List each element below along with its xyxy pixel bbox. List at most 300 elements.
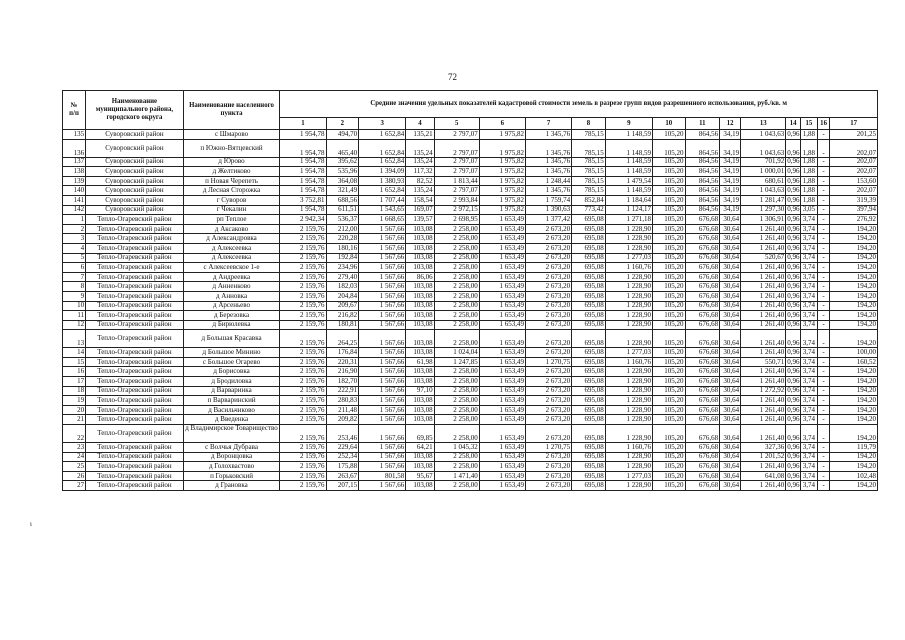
value-cell-group-9: 1 228,90 (605, 272, 652, 282)
row-number-cell: 11 (63, 311, 86, 321)
value-cell-group-6: 1 653,49 (479, 481, 525, 491)
table-row (63, 291, 878, 301)
value-cell-group-17: 194,20 (830, 386, 878, 396)
settlement-cell: д Введенка (183, 415, 280, 425)
row-number-cell: 142 (63, 205, 86, 215)
value-cell-group-17: 194,20 (830, 291, 878, 301)
value-cell-group-4: 103,08 (406, 481, 434, 491)
header-group-6: 6 (479, 118, 525, 130)
value-cell-group-2: 204,84 (326, 291, 359, 301)
value-cell-group-11: 676,68 (685, 234, 720, 244)
value-cell-group-4: 169,07 (406, 205, 434, 215)
value-cell-group-10: 105,20 (652, 443, 685, 453)
value-cell-group-7: 2 673,20 (525, 452, 571, 462)
value-cell-group-2: 364,08 (326, 176, 359, 186)
value-cell-group-3: 1 567,66 (359, 386, 406, 396)
row-number-cell: 9 (63, 291, 86, 301)
value-cell-group-6: 1 653,49 (479, 311, 525, 321)
value-cell-group-7: 2 673,20 (525, 282, 571, 292)
value-cell-group-12: 30,64 (720, 471, 741, 481)
row-number-cell: 136 (63, 139, 86, 157)
header-group-2: 2 (326, 118, 359, 130)
settlement-cell: д Александровка (183, 234, 280, 244)
value-cell-group-7: 2 673,20 (525, 243, 571, 253)
value-cell-group-13: 1 261,40 (741, 311, 786, 321)
municipality-cell: Суворовский район (86, 205, 184, 215)
row-number-cell: 8 (63, 282, 86, 292)
value-cell-group-13: 1 261,40 (741, 291, 786, 301)
value-cell-group-16: - (817, 377, 830, 387)
value-cell-group-11: 676,68 (685, 272, 720, 282)
municipality-cell: Тепло-Огаревский район (86, 291, 184, 301)
value-cell-group-2: 211,48 (326, 405, 359, 415)
value-cell-group-6: 1 653,49 (479, 443, 525, 453)
value-cell-group-2: 229,64 (326, 443, 359, 453)
value-cell-group-6: 1 653,49 (479, 425, 525, 443)
settlement-cell: д Борисовка (183, 367, 280, 377)
row-number-cell: 2 (63, 224, 86, 234)
settlement-cell: д Березовка (183, 311, 280, 321)
settlement-cell: д Голохвастово (183, 462, 280, 472)
value-cell-group-9: 1 277,03 (605, 471, 652, 481)
value-cell-group-12: 30,64 (720, 357, 741, 367)
value-cell-group-15: 1,88 (800, 186, 817, 196)
value-cell-group-11: 676,68 (685, 425, 720, 443)
table-row (63, 377, 878, 387)
value-cell-group-12: 34,19 (720, 139, 741, 157)
value-cell-group-13: 1 272,92 (741, 386, 786, 396)
value-cell-group-17: 194,20 (830, 224, 878, 234)
value-cell-group-2: 234,96 (326, 263, 359, 273)
value-cell-group-1: 2 159,76 (280, 357, 326, 367)
row-number-cell: 19 (63, 396, 86, 406)
value-cell-group-6: 1 653,49 (479, 243, 525, 253)
value-cell-group-14: 0,96 (786, 330, 801, 348)
value-cell-group-16: - (817, 205, 830, 215)
municipality-cell: Тепло-Огаревский район (86, 425, 184, 443)
value-cell-group-17: 194,20 (830, 234, 878, 244)
value-cell-group-16: - (817, 234, 830, 244)
row-number-cell: 23 (63, 443, 86, 453)
value-cell-group-14: 0,96 (787, 396, 800, 405)
value-cell-group-12: 30,64 (720, 215, 741, 225)
value-cell-group-5: 2 258,00 (434, 481, 479, 491)
value-cell-group-2: 176,84 (326, 348, 359, 358)
value-cell-group-17: 194,20 (830, 253, 878, 263)
value-cell-group-14: 0,96 (787, 214, 800, 223)
value-cell-group-8: 695,08 (572, 215, 606, 225)
value-cell-group-2: 216,90 (326, 367, 359, 377)
value-cell-group-13: 1 261,40 (741, 272, 786, 282)
value-cell-group-14: 0,96 (787, 357, 800, 366)
value-cell-group-7: 2 673,20 (525, 320, 571, 330)
value-cell-group-15: 3,74 (800, 357, 817, 367)
value-cell-group-9: 1 228,90 (605, 386, 652, 396)
value-cell-group-10: 105,20 (652, 234, 685, 244)
municipality-cell: Тепло-Огаревский район (86, 481, 184, 491)
value-cell-group-13: 1 306,91 (741, 215, 786, 225)
municipality-cell: Тепло-Огаревский район (86, 396, 184, 406)
value-cell-group-4: 103,08 (406, 330, 434, 348)
value-cell-group-2: 209,67 (326, 301, 359, 311)
value-cell-group-1: 1 954,78 (280, 130, 326, 140)
value-cell-group-15: 3,74 (800, 348, 817, 358)
value-cell-group-9: 1 124,17 (605, 205, 652, 215)
table-row (63, 176, 878, 186)
value-cell-group-10: 105,20 (652, 215, 685, 225)
value-cell-group-16: - (817, 186, 830, 196)
value-cell-group-7: 1 248,44 (525, 176, 571, 186)
value-cell-group-11: 676,68 (685, 253, 720, 263)
value-cell-group-1: 2 159,76 (280, 462, 326, 472)
row-number-cell: 10 (63, 301, 86, 311)
value-cell-group-3: 1 567,66 (359, 291, 406, 301)
value-cell-group-3: 1 668,65 (359, 215, 406, 225)
row-number-cell: 12 (63, 320, 86, 330)
value-cell-group-6: 1 653,49 (479, 357, 525, 367)
value-cell-group-15: 3,74 (800, 367, 817, 377)
value-cell-group-1: 1 954,78 (280, 139, 326, 157)
row-number-cell: 27 (63, 481, 86, 491)
table-row (63, 301, 878, 311)
value-cell-group-16: - (817, 263, 830, 273)
value-cell-group-15: 3,74 (800, 215, 817, 225)
value-cell-group-6: 1 653,49 (479, 396, 525, 406)
value-cell-group-6: 1 653,49 (479, 234, 525, 244)
value-cell-group-15: 3,74 (800, 443, 817, 453)
header-group-4: 4 (406, 118, 434, 130)
value-cell-group-10: 105,20 (652, 320, 685, 330)
value-cell-group-5: 2 797,07 (434, 186, 479, 196)
value-cell-group-12: 30,64 (720, 462, 741, 472)
value-cell-group-17: 194,20 (830, 320, 878, 330)
value-cell-group-5: 2 258,00 (434, 415, 479, 425)
value-cell-group-3: 1 707,44 (359, 195, 406, 205)
settlement-cell: д Большое Минино (183, 348, 280, 358)
value-cell-group-16: - (817, 311, 830, 321)
table-row (63, 462, 878, 472)
value-cell-group-7: 2 673,20 (525, 291, 571, 301)
value-cell-group-11: 676,68 (685, 462, 720, 472)
value-cell-group-11: 676,68 (685, 311, 720, 321)
value-cell-group-2: 264,25 (326, 330, 359, 348)
table-row (63, 471, 878, 481)
value-cell-group-10: 105,20 (652, 263, 685, 273)
value-cell-group-7: 1 345,76 (525, 186, 571, 196)
header-group-14: 14 (786, 118, 801, 130)
value-cell-group-8: 695,08 (572, 443, 606, 453)
value-cell-group-5: 2 258,00 (434, 462, 479, 472)
value-cell-group-11: 676,68 (685, 330, 720, 348)
value-cell-group-16: - (817, 481, 830, 491)
header-group-16: 16 (817, 118, 830, 130)
value-cell-group-4: 135,21 (406, 130, 434, 140)
value-cell-group-4: 117,32 (406, 167, 434, 177)
value-cell-group-14: 0,96 (787, 166, 800, 175)
value-cell-group-9: 1 228,90 (605, 415, 652, 425)
value-cell-group-12: 30,64 (720, 415, 741, 425)
value-cell-group-8: 695,08 (572, 263, 606, 273)
settlement-cell: д Юрово (183, 157, 280, 167)
table-row (63, 243, 878, 253)
value-cell-group-3: 801,58 (359, 471, 406, 481)
header-group-9: 9 (605, 118, 652, 130)
value-cell-group-3: 1 567,66 (359, 263, 406, 273)
value-cell-group-7: 2 673,20 (525, 396, 571, 406)
value-cell-group-9: 1 228,90 (605, 301, 652, 311)
value-cell-group-12: 34,19 (720, 130, 741, 140)
table-row (63, 405, 878, 415)
value-cell-group-14: 0,96 (787, 301, 800, 310)
value-cell-group-13: 1 261,40 (741, 243, 786, 253)
value-cell-group-10: 105,20 (652, 452, 685, 462)
table-row (63, 396, 878, 406)
value-cell-group-15: 3,74 (800, 282, 817, 292)
value-cell-group-4: 103,08 (406, 263, 434, 273)
value-cell-group-2: 279,40 (326, 272, 359, 282)
value-cell-group-2: 321,49 (326, 186, 359, 196)
value-cell-group-10: 105,20 (652, 471, 685, 481)
margin-mark: ι (30, 520, 32, 528)
value-cell-group-3: 1 567,66 (359, 367, 406, 377)
value-cell-group-11: 676,68 (685, 282, 720, 292)
value-cell-group-16: - (817, 348, 830, 358)
value-cell-group-2: 209,82 (326, 415, 359, 425)
row-number-cell: 17 (63, 377, 86, 387)
value-cell-group-10: 105,20 (652, 282, 685, 292)
value-cell-group-6: 1 975,82 (479, 195, 525, 205)
header-group-3: 3 (359, 118, 406, 130)
value-cell-group-5: 2 258,00 (434, 272, 479, 282)
value-cell-group-11: 864,56 (685, 176, 720, 186)
value-cell-group-10: 105,20 (652, 130, 685, 140)
value-cell-group-6: 1 653,49 (479, 415, 525, 425)
value-cell-group-3: 1 567,66 (359, 377, 406, 387)
value-cell-group-12: 30,64 (720, 396, 741, 406)
value-cell-group-8: 695,08 (572, 386, 606, 396)
settlement-cell: п Новая Черепеть (183, 176, 280, 186)
value-cell-group-9: 1 228,90 (605, 243, 652, 253)
value-cell-group-15: 1,88 (800, 157, 817, 167)
table-row (63, 195, 878, 205)
value-cell-group-16: - (817, 443, 830, 453)
value-cell-group-16: - (817, 272, 830, 282)
header-group-5: 5 (434, 118, 479, 130)
value-cell-group-14: 0,96 (787, 348, 800, 357)
value-cell-group-9: 1 148,59 (605, 130, 652, 140)
value-cell-group-2: 252,34 (326, 452, 359, 462)
value-cell-group-1: 2 159,76 (280, 443, 326, 453)
value-cell-group-7: 2 673,20 (525, 311, 571, 321)
value-cell-group-1: 2 159,76 (280, 330, 326, 348)
value-cell-group-9: 1 228,90 (605, 291, 652, 301)
value-cell-group-8: 695,08 (572, 415, 606, 425)
value-cell-group-12: 30,64 (720, 405, 741, 415)
settlement-cell: д Воронцовка (183, 452, 280, 462)
value-cell-group-4: 103,08 (406, 348, 434, 358)
settlement-cell: рп Теплое (183, 215, 280, 225)
value-cell-group-12: 30,64 (720, 243, 741, 253)
settlement-cell: д Грановка (183, 481, 280, 491)
value-cell-group-13: 1 261,40 (741, 462, 786, 472)
value-cell-group-14: 0,96 (787, 376, 800, 385)
row-number-cell: 24 (63, 452, 86, 462)
value-cell-group-17: 194,20 (830, 396, 878, 406)
value-cell-group-10: 105,20 (652, 348, 685, 358)
row-number-cell: 25 (63, 462, 86, 472)
header-group-13: 13 (741, 118, 786, 130)
value-cell-group-16: - (817, 215, 830, 225)
value-cell-group-16: - (817, 320, 830, 330)
value-cell-group-15: 3,74 (800, 272, 817, 282)
value-cell-group-8: 695,08 (572, 234, 606, 244)
value-cell-group-11: 676,68 (685, 291, 720, 301)
settlement-cell: п Южно-Вятцевский (183, 139, 280, 157)
value-cell-group-12: 30,64 (720, 224, 741, 234)
value-cell-group-17: 194,20 (830, 452, 878, 462)
value-cell-group-3: 1 567,66 (359, 253, 406, 263)
municipality-cell: Тепло-Огаревский район (86, 386, 184, 396)
value-cell-group-13: 1 201,52 (741, 452, 786, 462)
row-number-cell: 14 (63, 348, 86, 358)
municipality-cell: Тепло-Огаревский район (86, 263, 184, 273)
value-cell-group-8: 695,08 (572, 396, 606, 406)
value-cell-group-7: 1 345,76 (525, 139, 571, 157)
value-cell-group-8: 695,08 (572, 243, 606, 253)
value-cell-group-13: 1 261,40 (741, 263, 786, 273)
value-cell-group-6: 1 653,49 (479, 253, 525, 263)
value-cell-group-2: 263,67 (326, 471, 359, 481)
value-cell-group-3: 1 652,84 (359, 130, 406, 140)
value-cell-group-10: 105,20 (652, 167, 685, 177)
municipality-cell: Суворовский район (86, 186, 184, 196)
value-cell-group-2: 535,96 (326, 167, 359, 177)
value-cell-group-16: - (817, 462, 830, 472)
value-cell-group-1: 1 954,78 (280, 205, 326, 215)
value-cell-group-11: 676,68 (685, 377, 720, 387)
municipality-cell: Тепло-Огаревский район (86, 348, 184, 358)
value-cell-group-13: 1 261,40 (741, 320, 786, 330)
value-cell-group-11: 864,56 (685, 205, 720, 215)
value-cell-group-1: 1 954,78 (280, 186, 326, 196)
value-cell-group-15: 1,88 (800, 176, 817, 186)
cadastral-value-table (62, 90, 878, 491)
row-number-cell: 139 (63, 176, 86, 186)
value-cell-group-10: 105,20 (652, 272, 685, 282)
value-cell-group-17: 194,20 (830, 405, 878, 415)
value-cell-group-3: 1 567,66 (359, 311, 406, 321)
value-cell-group-8: 695,08 (572, 282, 606, 292)
value-cell-group-1: 2 159,76 (280, 386, 326, 396)
value-cell-group-17: 194,20 (830, 272, 878, 282)
value-cell-group-1: 2 159,76 (280, 301, 326, 311)
value-cell-group-11: 864,56 (685, 157, 720, 167)
municipality-cell: Суворовский район (86, 130, 184, 140)
value-cell-group-12: 34,19 (720, 176, 741, 186)
value-cell-group-1: 2 159,76 (280, 311, 326, 321)
value-cell-group-8: 773,42 (572, 205, 606, 215)
value-cell-group-4: 103,08 (406, 396, 434, 406)
value-cell-group-16: - (817, 471, 830, 481)
municipality-cell: Тепло-Огаревский район (86, 272, 184, 282)
value-cell-group-15: 3,74 (800, 311, 817, 321)
value-cell-group-4: 103,08 (406, 253, 434, 263)
value-cell-group-6: 1 975,82 (479, 176, 525, 186)
municipality-cell: Тепло-Огаревский район (86, 367, 184, 377)
table-row (63, 386, 878, 396)
value-cell-group-8: 695,08 (572, 357, 606, 367)
value-cell-group-8: 785,15 (572, 167, 606, 177)
value-cell-group-14: 0,96 (787, 405, 800, 414)
value-cell-group-6: 1 653,49 (479, 330, 525, 348)
table-row (63, 130, 878, 140)
value-cell-group-9: 1 228,90 (605, 320, 652, 330)
value-cell-group-4: 103,08 (406, 311, 434, 321)
value-cell-group-11: 676,68 (685, 320, 720, 330)
value-cell-group-5: 2 258,00 (434, 253, 479, 263)
value-cell-group-12: 30,64 (720, 272, 741, 282)
value-cell-group-9: 1 228,90 (605, 462, 652, 472)
value-cell-group-14: 0,96 (787, 272, 800, 281)
value-cell-group-10: 105,20 (652, 186, 685, 196)
value-cell-group-6: 1 653,49 (479, 291, 525, 301)
row-number-cell: 141 (63, 195, 86, 205)
value-cell-group-11: 676,68 (685, 471, 720, 481)
value-cell-group-8: 695,08 (572, 377, 606, 387)
value-cell-group-4: 97,10 (406, 386, 434, 396)
value-cell-group-16: - (817, 130, 830, 140)
value-cell-group-14: 0,96 (787, 262, 800, 271)
row-number-cell: 20 (63, 405, 86, 415)
municipality-cell: Тепло-Огаревский район (86, 443, 184, 453)
settlement-cell: д Андреевка (183, 272, 280, 282)
value-cell-group-13: 1 261,40 (741, 396, 786, 406)
value-cell-group-6: 1 653,49 (479, 272, 525, 282)
value-cell-group-9: 1 228,90 (605, 405, 652, 415)
value-cell-group-12: 34,19 (720, 195, 741, 205)
value-cell-group-7: 2 673,20 (525, 348, 571, 358)
value-cell-group-14: 0,96 (786, 425, 801, 443)
value-cell-group-5: 2 258,00 (434, 396, 479, 406)
value-cell-group-12: 30,64 (720, 367, 741, 377)
value-cell-group-10: 105,20 (652, 157, 685, 167)
value-cell-group-3: 1 543,65 (359, 205, 406, 215)
value-cell-group-17: 102,48 (830, 471, 878, 481)
value-cell-group-9: 1 228,90 (605, 425, 652, 443)
value-cell-group-17: 397,94 (830, 205, 878, 215)
value-cell-group-4: 69,85 (406, 425, 434, 443)
value-cell-group-8: 695,08 (572, 462, 606, 472)
value-cell-group-8: 785,15 (572, 176, 606, 186)
table-row (63, 443, 878, 453)
value-cell-group-13: 1 261,40 (741, 224, 786, 234)
value-cell-group-14: 0,96 (787, 471, 800, 480)
value-cell-group-14: 0,96 (787, 291, 800, 300)
value-cell-group-14: 0,96 (787, 157, 800, 166)
value-cell-group-12: 30,64 (720, 330, 741, 348)
value-cell-group-6: 1 653,49 (479, 386, 525, 396)
value-cell-group-2: 180,81 (326, 320, 359, 330)
value-cell-group-15: 1,88 (800, 195, 817, 205)
value-cell-group-1: 2 159,76 (280, 471, 326, 481)
value-cell-group-7: 2 673,20 (525, 405, 571, 415)
value-cell-group-12: 30,64 (720, 301, 741, 311)
value-cell-group-9: 1 228,90 (605, 367, 652, 377)
value-cell-group-13: 520,67 (741, 253, 786, 263)
value-cell-group-12: 30,64 (720, 481, 741, 491)
value-cell-group-11: 676,68 (685, 357, 720, 367)
value-cell-group-14: 0,96 (787, 462, 800, 471)
